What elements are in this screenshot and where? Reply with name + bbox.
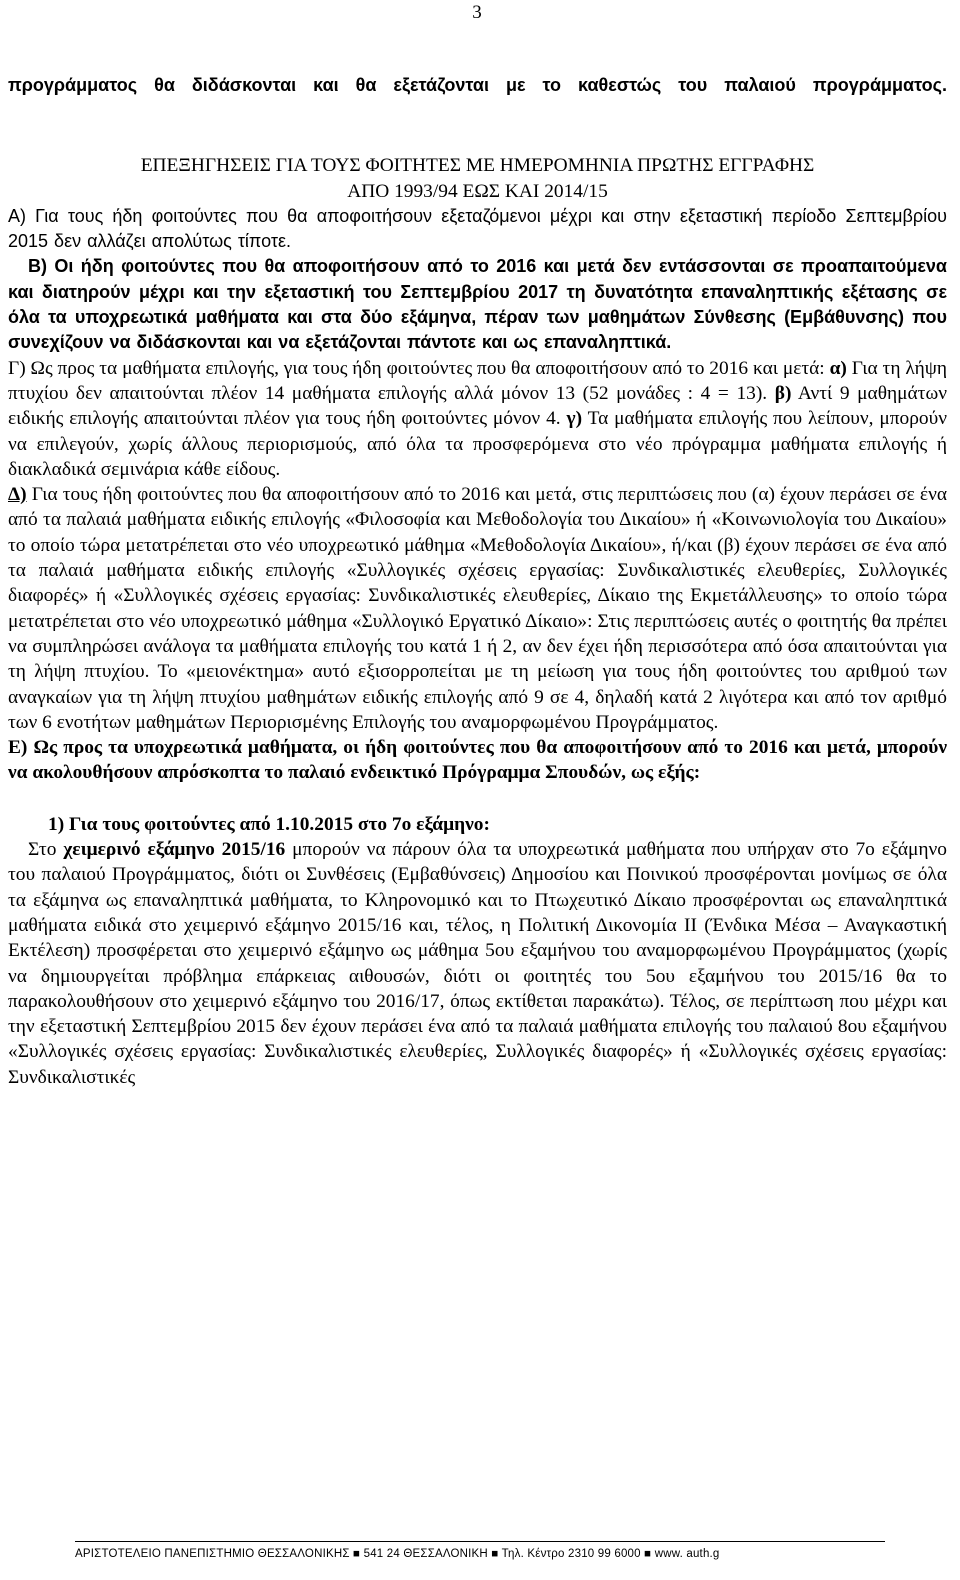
paragraph-g-part3: Αντί 9 μαθημάτων ειδικής επιλογής απαιτούνται πλέον για τους ήδη φοιτούντες μόνον 4. xyxy=(8,382,947,430)
paragraph-g-part1: Γ) Ως προς τα μαθήματα επιλογής, για τους ήδη φοιτούντες που θα αποφοιτήσουν από το 2016 και μετά: xyxy=(8,357,830,379)
intro-paragraph: προγράμματος θα διδάσκονται και θα εξετάζονται με το καθεστώς του παλαιού προγράμματος. xyxy=(8,75,947,95)
section-heading-line2: ΑΠΟ 1993/94 ΕΩΣ ΚΑΙ 2014/15 xyxy=(347,180,608,202)
paragraph-g-gamma: γ) xyxy=(566,408,583,430)
section-heading xyxy=(8,153,947,204)
footer: ΑΡΙΣΤΟΤΕΛΕΙΟ ΠΑΝΕΠΙΣΤΗΜΙΟ ΘΕΣΣΑΛΟΝΙΚΗΣ ■ 541 24 ΘΕΣΣΑΛΟΝΙΚΗ ■ Τηλ. Κέντρο 2310 99 6000 ■ www. auth.g xyxy=(75,1548,720,1560)
paragraph-e: Ε) Ως προς τα υποχρεωτικά μαθήματα, οι ήδη φοιτούντες που θα αποφοιτήσουν από το 2016 και μετά, μπορούν να ακολουθήσουν απρόσκοπτα το παλαιό ενδεικτικό Πρόγραμμα Σπουδών, ως εξής: xyxy=(8,737,947,784)
paragraph-d-text: Για τους ήδη φοιτούντες που θα αποφοιτήσουν από το 2016 και μετά, στις περιπτώσεις που (α) έχουν περάσει σε ένα από τα παλαιά μαθήματα ειδικής επιλογής «Φιλοσοφία και Μεθοδολογία του Δικαίου» ή «Κοινωνιολογία του Δικαίου» το οποίο τώρα μετατρέπεται στο νέο υποχρεωτικό μάθημα «Μεθοδολογία Δικαίου», ή/και (β) έχουν περάσει σε ένα από τα παλαιά μαθήματα ειδικής επιλογής «Συλλογικές σχέσεις εργασίας: Συνδικαλιστικές ελευθερίες, Συλλογικές διαφορές» ή «Συλλογικές σχέσεις εργασίας: Συνδικαλιστικές ελευθερίες, Δίκαιο της Εκμετάλλευσης» το οποίο τώρα μετατρέπεται στο νέο υποχρεωτικό μάθημα «Συλλογικό Εργατικό Δίκαιο»: Στις περιπτώσεις αυτές ο φοιτητής θα πρέπει να συμπληρώσει ανάλογα τα μαθήματα επιλογής του κατά 1 ή 2, αν δεν έχει ήδη περισσότερα από όσα απαιτούνται για τη λήψη πτυχίου. Το «μειονέκτημα» αυτό εξισορροπείται με τη μείωση για τους ήδη φοιτούντες του αριθμού των αναγκαίων για τη λήψη πτυχίου μαθημάτων ειδικής επιλογής από 9 σε 4, δηλαδή κατά 2 λιγότερα και από τον αριθμό των 6 ενοτήτων μαθημάτων Περιορισμένης Επιλογής του αναμορφωμένου Προγράμματος. xyxy=(8,484,947,733)
item-1-paragraph xyxy=(8,837,947,1090)
paragraph-b-text: Β) Οι ήδη φοιτούντες που θα αποφοιτήσουν από το 2016 και μετά δεν εντάσσονται σε προαπαιτούμενα και διατηρούν μέχρι και την εξεταστική του Σεπτεμβρίου 2017 τη δυνατότητα επαναληπτικής εξέτασης σε όλα τα υποχρεωτικά μαθήματα και στα δύο εξάμηνα, πέραν των μαθημάτων Σύνθεσης (Εμβάθυνσης) που συνεχίζουν να διδάσκονται και να εξετάζονται πάντοτε και ως επαναληπτικά. xyxy=(8,256,947,353)
paragraph-g-part2: Για τη λήψη πτυχίου δεν απαιτούνται πλέον 14 μαθήματα επιλογής αλλά μόνον 13 (52 μονάδες : 4 = 13). xyxy=(8,357,948,404)
paragraph-d-label: Δ) xyxy=(8,484,27,506)
paragraph-g-beta: β) xyxy=(774,382,792,404)
item-1-bold: χειμερινό εξάμηνο 2015/16 xyxy=(63,839,286,861)
paragraph-g-part4: Τα μαθήματα επιλογής που λείπουν, μπορούν να επιλεγούν, χωρίς άλλους περιορισμούς, από όλα τα προσφερόμενα στο νέο πρόγραμμα μαθήματα επιλογής ή διακλαδικά σεμινάρια κάθε είδους. xyxy=(8,408,947,480)
item-1-part2: μπορούν να πάρουν όλα τα υποχρεωτικά μαθήματα που υπήρχαν στο 7ο εξάμηνο του παλαιού Προγράμματος, διότι οι Συνθέσεις (Εμβαθύνσεις) Δημοσίου και Ποινικού προσφέρονται μονίμως σε όλα τα εξάμηνα ως επαναληπτικά μαθήματα, το Κληρονομικό και το Πτωχευτικό Δίκαιο προσφέρονται ως επαναληπτικά μαθήματα ειδικά στο χειμερινό εξάμηνο 2015/16 και, τέλος, η Πολιτική Δικονομία ΙΙ (Ένδικα Μέσα – Αναγκαστική Εκτέλεση) προσφέρεται στο χειμερινό εξάμηνο ως μάθημα 5ου εξαμήνου του αναμορφωμένου Προγράμματος (χωρίς να δημιουργείται πρόβλημα επάρκειας αιθουσών, διότι οι φοιτητές του 5ου εξαμήνου του 2015/16 θα το παρακολουθήσουν στο χειμερινό εξάμηνο του 2016/17, όπως εκτίθεται παρακάτω). Τέλος, σε περίπτωση που μέχρι και την εξεταστική Σεπτεμβρίου 2015 δεν έχουν περάσει ένα από τα παλαιά μαθήματα επιλογής του παλαιού 8ου εξαμήνου «Συλλογικές σχέσεις εργασίας: Συνδικαλιστικές ελευθερίες, Συλλογικές διαφορές» ή «Συλλογικές σχέσεις εργασίας: Συνδικαλιστικές xyxy=(8,839,947,1088)
paragraph-g xyxy=(8,356,947,482)
section-heading-line1: ΕΠΕΞΗΓΗΣΕΙΣ ΓΙΑ ΤΟΥΣ ΦΟΙΤΗΤΕΣ ΜΕ ΗΜΕΡΟΜΗΝΙΑ ΠΡΩΤΗΣ ΕΓΓΡΑΦΗΣ xyxy=(140,155,815,177)
document-body xyxy=(8,73,947,1090)
footer-divider xyxy=(75,1541,885,1542)
paragraph-b xyxy=(8,254,947,355)
page-number: 3 xyxy=(472,2,482,23)
item-1-heading: 1) Για τους φοιτούντες από 1.10.2015 στο 7ο εξάμηνο: xyxy=(48,813,490,835)
item-1-part1: Στο xyxy=(28,839,64,861)
paragraph-g-alpha: α) xyxy=(829,357,847,379)
paragraph-a: Α) Για τους ήδη φοιτούντες που θα αποφοιτήσουν εξεταζόμενοι μέχρι και στην εξεταστική περίοδο Σεπτεμβρίου 2015 δεν αλλάζει απολύτως τίποτε. xyxy=(8,205,947,252)
paragraph-d xyxy=(8,482,947,735)
